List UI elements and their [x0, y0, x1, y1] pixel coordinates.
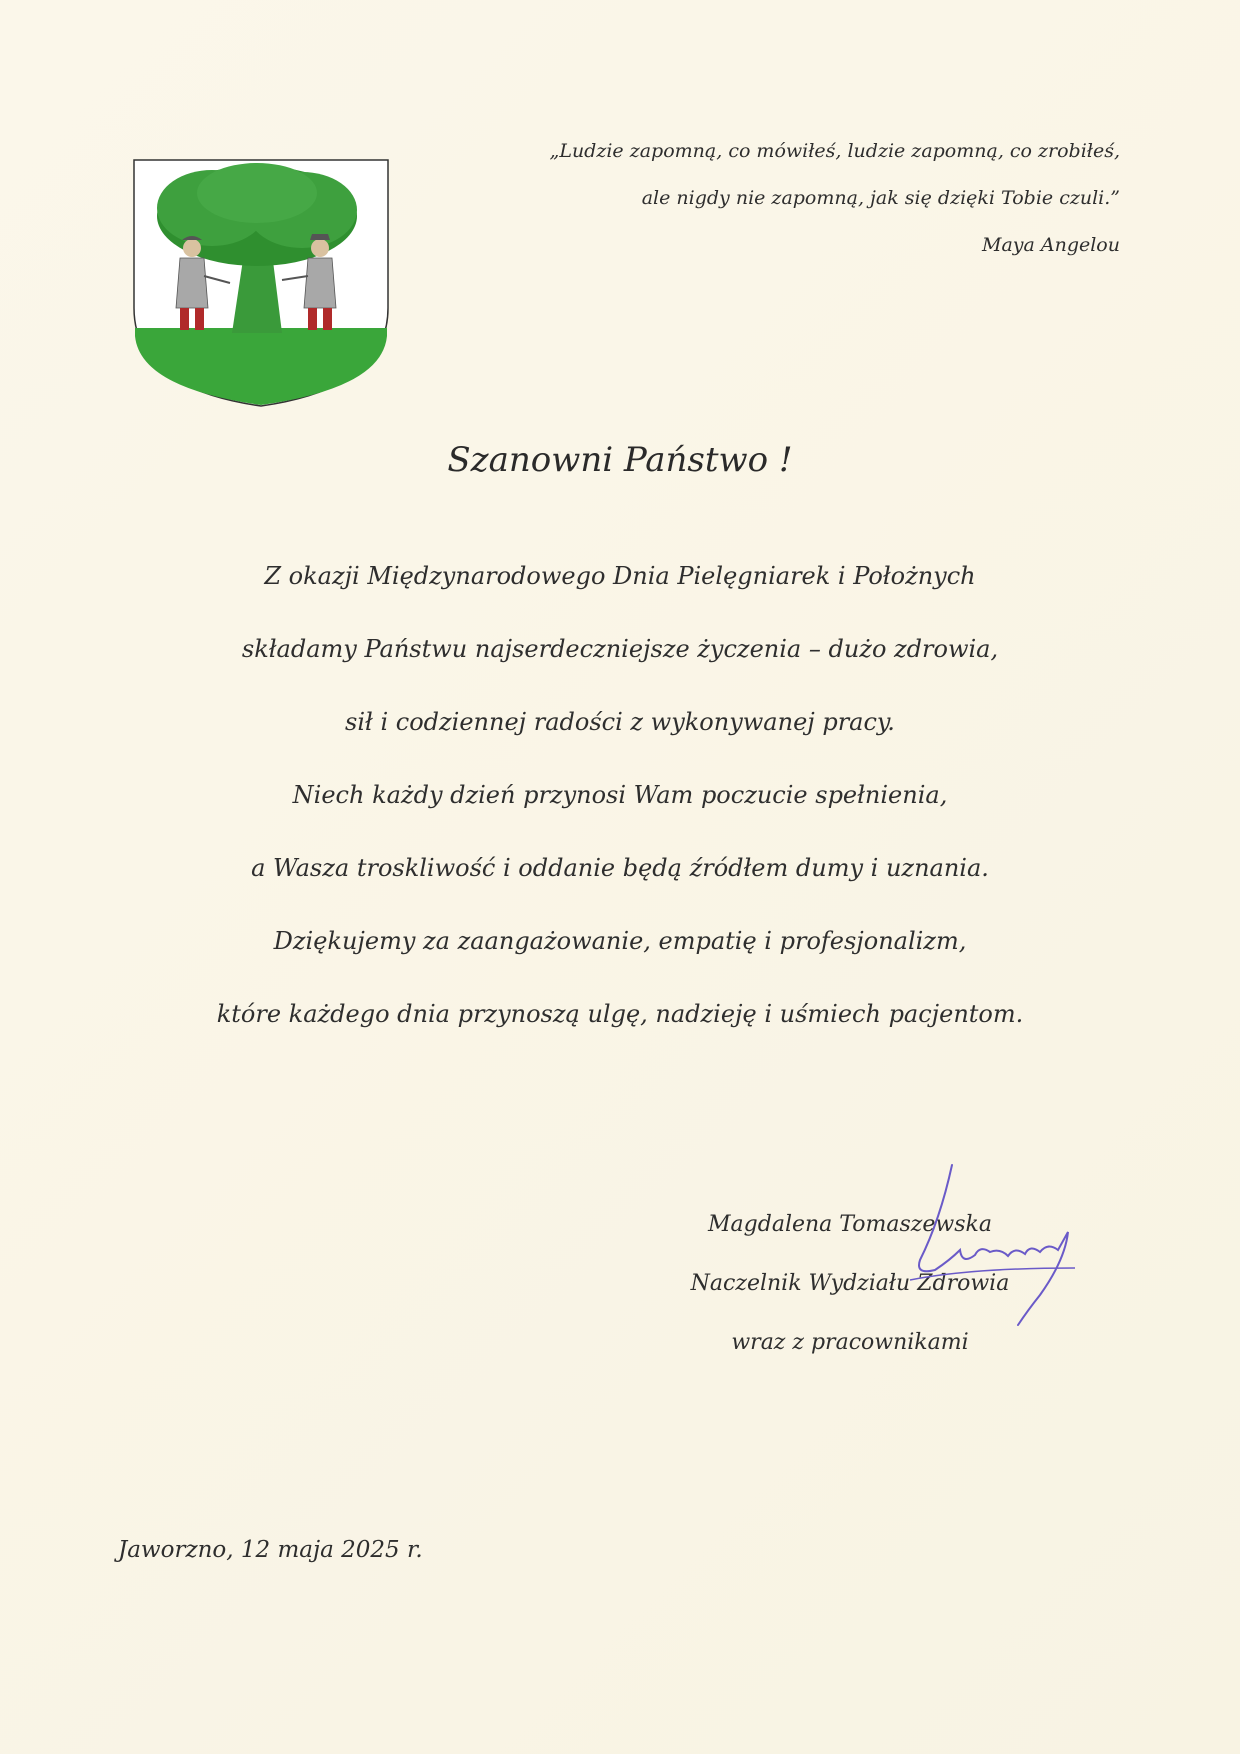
signer-title: Naczelnik Wydziału Zdrowia [690, 1271, 1010, 1296]
greeting-heading: Szanowni Państwo ! [447, 440, 793, 480]
body-line: składamy Państwu najserdeczniejsze życzenia – dużo zdrowia, [241, 635, 999, 663]
coat-of-arms-icon [132, 158, 390, 408]
quote-line-1: „Ludzie zapomną, co mówiłeś, ludzie zapomną, co zrobiłeś, [549, 140, 1120, 162]
handwritten-signature-icon [880, 1160, 1080, 1350]
body-line: Niech każdy dzień przynosi Wam poczucie spełnienia, [292, 781, 948, 809]
epigraph-quote [500, 128, 1120, 269]
letter-date: Jaworzno, 12 maja 2025 r. [118, 1537, 423, 1563]
letter-body [0, 540, 1240, 1051]
body-line: Z okazji Międzynarodowego Dnia Pielęgniarek i Położnych [264, 562, 976, 590]
body-line: a Wasza troskliwość i oddanie będą źródłem dumy i uznania. [251, 854, 989, 882]
signer-name: Magdalena Tomaszewska [708, 1212, 992, 1237]
quote-author: Maya Angelou [981, 234, 1120, 256]
signer-with: wraz z pracownikami [731, 1330, 969, 1355]
quote-line-2: ale nigdy nie zapomną, jak się dzięki Tobie czuli.” [641, 187, 1120, 209]
body-line: sił i codziennej radości z wykonywanej pracy. [345, 708, 895, 736]
body-line: Dziękujemy za zaangażowanie, empatię i profesjonalizm, [273, 927, 967, 955]
body-line: które każdego dnia przynoszą ulgę, nadzieję i uśmiech pacjentom. [216, 1000, 1024, 1028]
